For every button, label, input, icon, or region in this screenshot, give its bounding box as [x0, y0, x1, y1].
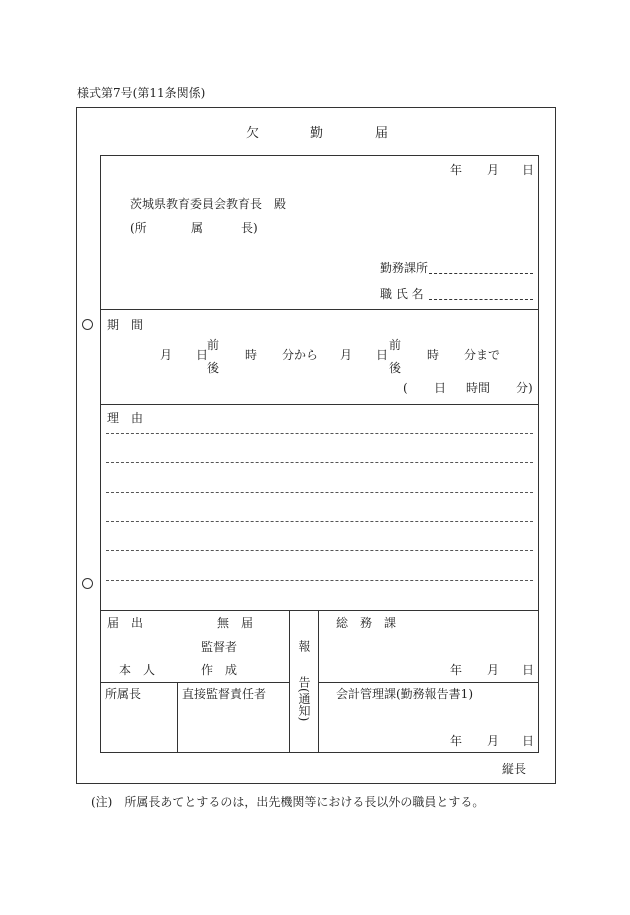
- office-field[interactable]: [429, 273, 533, 274]
- date2-year-label: 年: [450, 734, 463, 748]
- dept-head-label: 所属長: [105, 687, 142, 701]
- date-year-label: 年: [450, 163, 463, 177]
- total-open-paren: (: [403, 381, 408, 395]
- start-month-label: 月: [160, 348, 173, 362]
- addressee-alt-mid: 属: [191, 221, 204, 235]
- date1-year-label: 年: [450, 663, 463, 677]
- start-hour-label: 時: [245, 348, 258, 362]
- footnote: (注) 所属長あてとするのは，出先機関等における長以外の職員とする。: [91, 795, 485, 809]
- binding-hole-circle: [82, 578, 93, 589]
- reason-line[interactable]: [106, 580, 533, 581]
- divider: [100, 404, 539, 405]
- period-label: 期 間: [107, 318, 144, 332]
- name-label: 職 氏 名: [380, 287, 424, 301]
- end-minute-label: 分まで: [464, 348, 501, 362]
- title-char-2: 勤: [310, 126, 324, 141]
- binding-hole-circle: [82, 319, 93, 330]
- addressee-alt-open: (所: [130, 221, 147, 235]
- self-label: 本 人: [119, 663, 156, 677]
- end-pm-label: 後: [389, 361, 402, 375]
- unfiled-label: 無 届: [217, 616, 254, 630]
- start-minute-label: 分から: [282, 348, 319, 362]
- reason-line[interactable]: [106, 521, 533, 522]
- divider: [289, 610, 290, 753]
- date2-day-label: 日: [522, 734, 535, 748]
- divider: [318, 682, 539, 683]
- report-notice-vertical-label: 告(通知): [297, 676, 311, 722]
- end-month-label: 月: [340, 348, 353, 362]
- date1-month-label: 月: [487, 663, 500, 677]
- title-char-3: 届: [375, 126, 389, 141]
- divider: [100, 309, 539, 310]
- orientation-label: 縦長: [502, 762, 527, 776]
- addressee-alt-close: 長): [241, 221, 258, 235]
- start-day-label: 日: [196, 348, 209, 362]
- total-hours-label: 時間: [466, 381, 491, 395]
- reason-line[interactable]: [106, 492, 533, 493]
- date-month-label: 月: [487, 163, 500, 177]
- divider: [177, 682, 178, 753]
- total-minute-label: 分): [516, 381, 533, 395]
- end-am-label: 前: [389, 338, 402, 352]
- supervisor-label: 監督者: [201, 640, 238, 654]
- reason-label: 理 由: [107, 411, 144, 425]
- date-day-label: 日: [522, 163, 535, 177]
- inner-frame: [100, 155, 539, 753]
- total-day-label: 日: [434, 381, 447, 395]
- form-number-label: 様式第7号(第11条関係): [77, 86, 206, 100]
- date2-month-label: 月: [487, 734, 500, 748]
- reason-line[interactable]: [106, 462, 533, 463]
- divider: [100, 610, 539, 611]
- divider: [100, 682, 289, 683]
- prepared-label: 作 成: [201, 663, 238, 677]
- report-vertical-label: 報: [297, 640, 311, 652]
- start-pm-label: 後: [207, 361, 220, 375]
- date1-day-label: 日: [522, 663, 535, 677]
- addressee-line: 茨城県教育委員会教育長 殿: [130, 197, 287, 211]
- start-am-label: 前: [207, 338, 220, 352]
- reason-line[interactable]: [106, 433, 533, 434]
- accounting-label: 会計管理課(勤務報告書1): [336, 687, 473, 701]
- general-affairs-label: 総 務 課: [336, 616, 397, 630]
- reason-line[interactable]: [106, 550, 533, 551]
- name-field[interactable]: [429, 299, 533, 300]
- direct-supervisor-label: 直接監督責任者: [182, 687, 267, 701]
- filed-label: 届 出: [107, 616, 144, 630]
- end-hour-label: 時: [427, 348, 440, 362]
- title-char-1: 欠: [246, 126, 260, 141]
- office-label: 勤務課所: [380, 261, 429, 275]
- end-day-label: 日: [376, 348, 389, 362]
